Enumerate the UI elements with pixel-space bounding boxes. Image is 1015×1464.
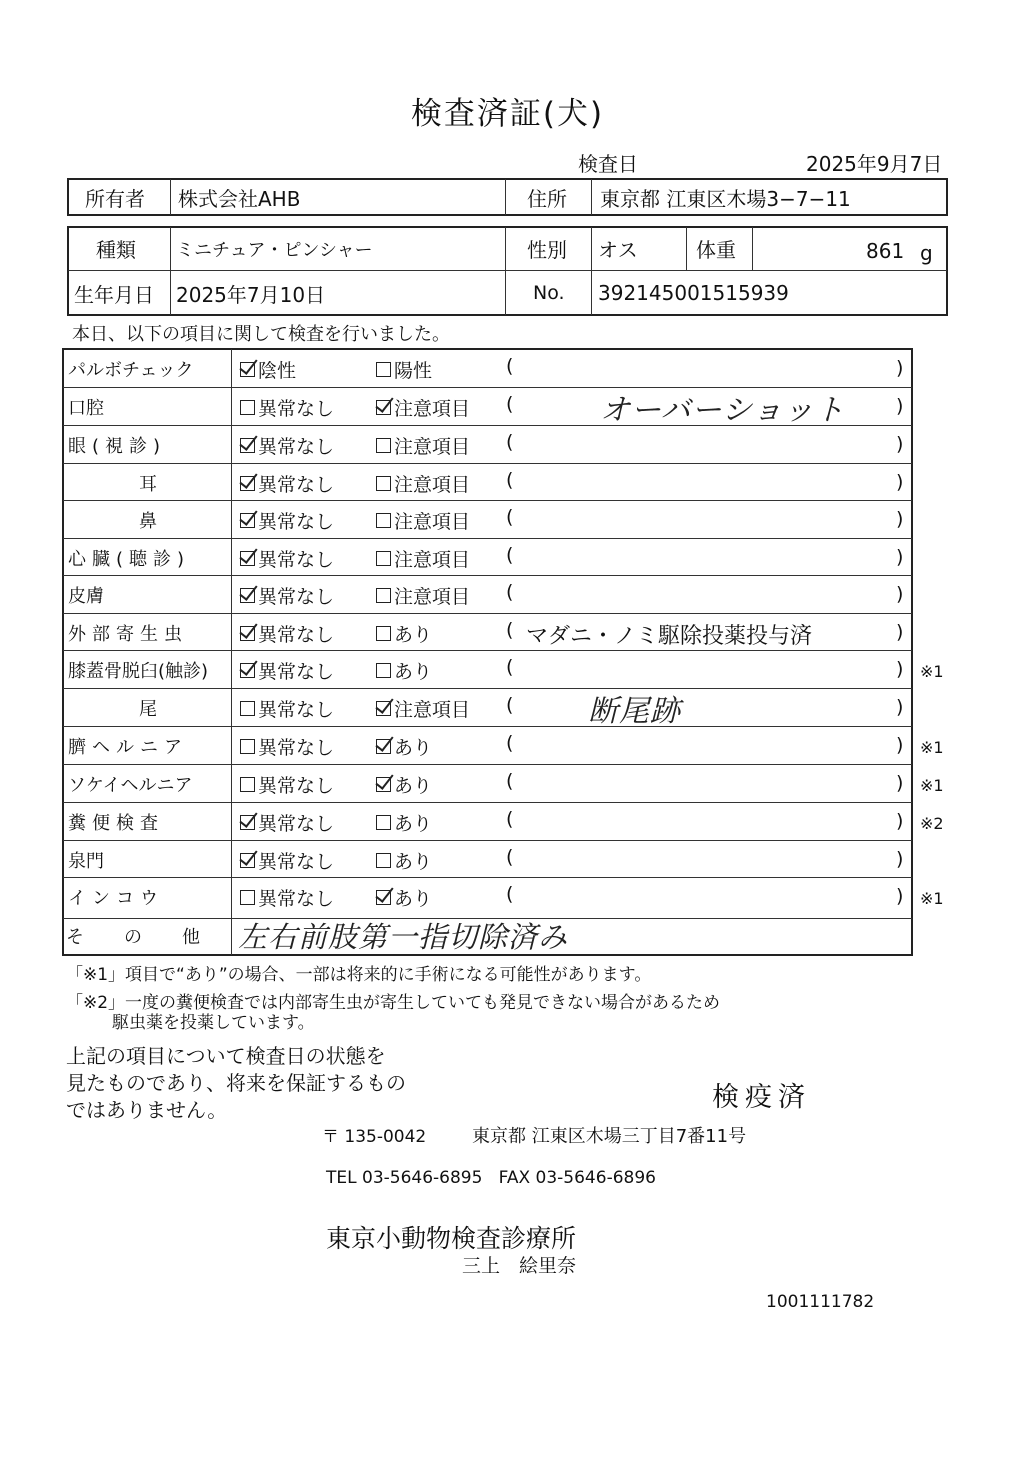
checkbox-icon[interactable] — [240, 400, 255, 415]
other-label: その他 — [66, 927, 240, 948]
checkbox-checked-icon[interactable] — [376, 739, 391, 754]
option-label: 異常なし — [258, 813, 335, 835]
option-label: あり — [394, 775, 433, 797]
option-label: 注意項目 — [394, 436, 471, 458]
paren-open: ( — [506, 393, 514, 415]
checkbox-icon[interactable] — [240, 739, 255, 754]
paren-open: ( — [506, 694, 514, 716]
option-1-checkbox[interactable] — [240, 695, 334, 722]
paren-open: ( — [506, 431, 514, 453]
checkbox-icon[interactable] — [376, 513, 391, 528]
address-value: 東京都 江東区木場3−7−11 — [600, 186, 851, 211]
paren-open: ( — [506, 355, 514, 377]
option-label: 異常なし — [258, 586, 335, 608]
option-label: 注意項目 — [394, 474, 471, 496]
weight-value: 861 — [866, 238, 905, 263]
checkbox-checked-icon[interactable] — [240, 438, 255, 453]
paren-close: ) — [896, 848, 904, 870]
option-2-checkbox[interactable] — [376, 507, 470, 534]
checkbox-checked-icon[interactable] — [376, 400, 391, 415]
paren-open: ( — [506, 808, 514, 830]
breed-value: ミニチュア・ピンシャー — [176, 239, 373, 261]
option-label: あり — [394, 661, 433, 683]
item-label: 泉門 — [68, 851, 104, 872]
breed-label: 種類 — [96, 238, 136, 262]
sex-label: 性別 — [527, 238, 567, 262]
checkbox-icon[interactable] — [240, 701, 255, 716]
checkbox-icon[interactable] — [376, 551, 391, 566]
option-label: 異常なし — [258, 775, 335, 797]
footnote-2-line2: 駆虫薬を投薬しています。 — [112, 1013, 315, 1033]
other-value: 左右前肢第一指切除済み — [238, 919, 569, 954]
checkbox-icon[interactable] — [376, 815, 391, 830]
checkbox-icon[interactable] — [376, 588, 391, 603]
option-2-checkbox[interactable] — [376, 884, 432, 911]
option-2-checkbox[interactable] — [376, 809, 432, 836]
clinic-name: 東京小動物検査診療所 — [326, 1224, 577, 1253]
checkbox-checked-icon[interactable] — [240, 513, 255, 528]
option-label: あり — [394, 813, 433, 835]
option-2-checkbox[interactable] — [376, 356, 432, 383]
option-1-checkbox[interactable] — [240, 545, 334, 572]
paren-close: ) — [896, 583, 904, 605]
checkbox-checked-icon[interactable] — [240, 588, 255, 603]
item-note: ※1 — [920, 889, 944, 908]
paren-close: ) — [896, 433, 904, 455]
item-note: ※1 — [920, 776, 944, 795]
option-2-checkbox[interactable] — [376, 695, 470, 722]
footnote-1: 「※1」項目で“あり”の場合、一部は将来的に手術になる可能性があります。 — [66, 965, 652, 985]
item-comment: オーバーショット — [600, 393, 846, 428]
item-label: パルボチェック — [68, 360, 194, 381]
option-2-checkbox[interactable] — [376, 771, 432, 798]
owner-value: 株式会社AHB — [178, 186, 301, 211]
option-label: 注意項目 — [394, 549, 471, 571]
option-2-checkbox[interactable] — [376, 847, 432, 874]
option-label: 異常なし — [258, 699, 335, 721]
option-2-checkbox[interactable] — [376, 545, 470, 572]
exam-date-label: 検査日 — [578, 152, 638, 176]
paren-close: ) — [896, 772, 904, 794]
option-1-checkbox[interactable] — [240, 507, 334, 534]
document-title: 検査済証(犬) — [410, 96, 605, 132]
intro-text: 本日、以下の項目に関して検査を行いました。 — [72, 324, 450, 345]
paren-close: ) — [896, 810, 904, 832]
item-label: 鼻 — [139, 511, 157, 532]
item-label: 外部寄生虫 — [68, 624, 188, 645]
option-label: あり — [394, 624, 433, 646]
sex-value: オス — [598, 238, 638, 262]
item-label: 皮膚 — [68, 586, 104, 607]
paren-close: ) — [896, 696, 904, 718]
checkbox-icon[interactable] — [376, 476, 391, 491]
option-label: あり — [394, 888, 433, 910]
paren-close: ) — [896, 621, 904, 643]
item-label: 膝蓋骨脱臼(触診) — [68, 661, 209, 682]
clinic-tel-fax: TEL 03-5646-6895 FAX 03-5646-6896 — [326, 1168, 656, 1188]
option-label: 異常なし — [258, 549, 335, 571]
paren-open: ( — [506, 732, 514, 754]
paren-close: ) — [896, 546, 904, 568]
paren-close: ) — [896, 734, 904, 756]
address-label: 住所 — [527, 186, 567, 211]
paren-close: ) — [896, 508, 904, 530]
paren-open: ( — [506, 469, 514, 491]
option-2-checkbox[interactable] — [376, 470, 470, 497]
item-label: インコウ — [68, 888, 164, 909]
weight-unit: g — [920, 240, 933, 265]
option-label: 陰性 — [258, 360, 297, 382]
option-1-checkbox[interactable] — [240, 470, 334, 497]
paren-close: ) — [896, 395, 904, 417]
checkbox-checked-icon[interactable] — [240, 551, 255, 566]
paren-close: ) — [896, 885, 904, 907]
checkbox-checked-icon[interactable] — [240, 663, 255, 678]
option-1-checkbox[interactable] — [240, 733, 334, 760]
option-label: 異常なし — [258, 436, 335, 458]
item-label: 糞便検査 — [68, 813, 164, 834]
item-label: 口腔 — [68, 398, 104, 419]
checkbox-checked-icon[interactable] — [240, 626, 255, 641]
checkbox-icon[interactable] — [376, 362, 391, 377]
disclaimer-line3: ではありません。 — [66, 1098, 228, 1122]
option-label: 異常なし — [258, 888, 335, 910]
birth-label: 生年月日 — [74, 282, 154, 307]
option-2-checkbox[interactable] — [376, 394, 470, 421]
option-2-checkbox[interactable] — [376, 582, 470, 609]
option-label: 注意項目 — [394, 586, 471, 608]
option-2-checkbox[interactable] — [376, 733, 432, 760]
option-1-checkbox[interactable] — [240, 394, 334, 421]
option-label: あり — [394, 851, 433, 873]
option-2-checkbox[interactable] — [376, 620, 432, 647]
postal-code: 〒 135-0042 — [322, 1127, 427, 1147]
weight-label: 体重 — [696, 238, 736, 262]
checkbox-checked-icon[interactable] — [376, 777, 391, 792]
option-1-checkbox[interactable] — [240, 771, 334, 798]
option-label: 陽性 — [394, 360, 433, 382]
checkbox-icon[interactable] — [376, 438, 391, 453]
option-label: 異常なし — [258, 398, 335, 420]
paren-open: ( — [506, 770, 514, 792]
checkbox-checked-icon[interactable] — [376, 701, 391, 716]
option-1-checkbox[interactable] — [240, 356, 296, 383]
quarantine-stamp: 検疫済 — [712, 1082, 811, 1113]
item-comment: マダニ・ノミ駆除投薬投与済 — [526, 624, 813, 649]
paren-open: ( — [506, 506, 514, 528]
option-label: 異常なし — [258, 624, 335, 646]
checkbox-icon[interactable] — [376, 853, 391, 868]
clinic-address: 東京都 江東区木場三丁目7番11号 — [472, 1126, 747, 1147]
item-label: 尾 — [139, 699, 157, 720]
paren-open: ( — [506, 846, 514, 868]
checkbox-checked-icon[interactable] — [240, 815, 255, 830]
option-label: 異常なし — [258, 737, 335, 759]
checkbox-icon[interactable] — [376, 626, 391, 641]
option-1-checkbox[interactable] — [240, 809, 334, 836]
checkbox-icon[interactable] — [240, 777, 255, 792]
item-note: ※2 — [920, 814, 944, 833]
checkbox-icon[interactable] — [240, 890, 255, 905]
option-label: あり — [394, 737, 433, 759]
option-label: 注意項目 — [394, 699, 471, 721]
option-1-checkbox[interactable] — [240, 884, 334, 911]
option-label: 異常なし — [258, 474, 335, 496]
no-label: No. — [533, 282, 565, 304]
item-label: 心臓(聴診) — [68, 549, 191, 570]
paren-open: ( — [506, 619, 514, 641]
option-2-checkbox[interactable] — [376, 657, 432, 684]
paren-close: ) — [896, 357, 904, 379]
paren-close: ) — [896, 658, 904, 680]
option-1-checkbox[interactable] — [240, 657, 334, 684]
paren-open: ( — [506, 883, 514, 905]
item-label: 眼(視診) — [68, 436, 167, 457]
paren-open: ( — [506, 581, 514, 603]
option-1-checkbox[interactable] — [240, 432, 334, 459]
item-label: 耳 — [139, 474, 157, 495]
option-1-checkbox[interactable] — [240, 847, 334, 874]
option-label: 注意項目 — [394, 398, 471, 420]
birth-value: 2025年7月10日 — [176, 282, 326, 307]
checkbox-checked-icon[interactable] — [376, 890, 391, 905]
owner-label: 所有者 — [85, 186, 145, 211]
option-label: 異常なし — [258, 511, 335, 533]
checkbox-checked-icon[interactable] — [240, 476, 255, 491]
no-value: 392145001515939 — [598, 281, 789, 305]
checkbox-icon[interactable] — [376, 663, 391, 678]
item-label: 臍ヘルニア — [68, 737, 188, 758]
option-1-checkbox[interactable] — [240, 582, 334, 609]
item-note: ※1 — [920, 662, 944, 681]
option-1-checkbox[interactable] — [240, 620, 334, 647]
option-label: 異常なし — [258, 661, 335, 683]
item-note: ※1 — [920, 738, 944, 757]
paren-open: ( — [506, 544, 514, 566]
serial-number: 1001111782 — [766, 1292, 875, 1312]
paren-close: ) — [896, 471, 904, 493]
checkbox-checked-icon[interactable] — [240, 362, 255, 377]
item-label: ソケイヘルニア — [68, 775, 193, 796]
disclaimer-line1: 上記の項目について検査日の状態を — [66, 1044, 386, 1068]
vet-name: 三上 絵里奈 — [462, 1255, 577, 1277]
option-label: 異常なし — [258, 851, 335, 873]
paren-open: ( — [506, 656, 514, 678]
option-2-checkbox[interactable] — [376, 432, 470, 459]
item-comment: 断尾跡 — [588, 694, 681, 729]
checkbox-checked-icon[interactable] — [240, 853, 255, 868]
footnote-2-line1: 「※2」一度の糞便検査では内部寄生虫が寄生していても発見できない場合があるため — [66, 993, 721, 1013]
option-label: 注意項目 — [394, 511, 471, 533]
exam-date: 2025年9月7日 — [806, 152, 943, 176]
disclaimer-line2: 見たものであり、将来を保証するもの — [66, 1071, 406, 1095]
